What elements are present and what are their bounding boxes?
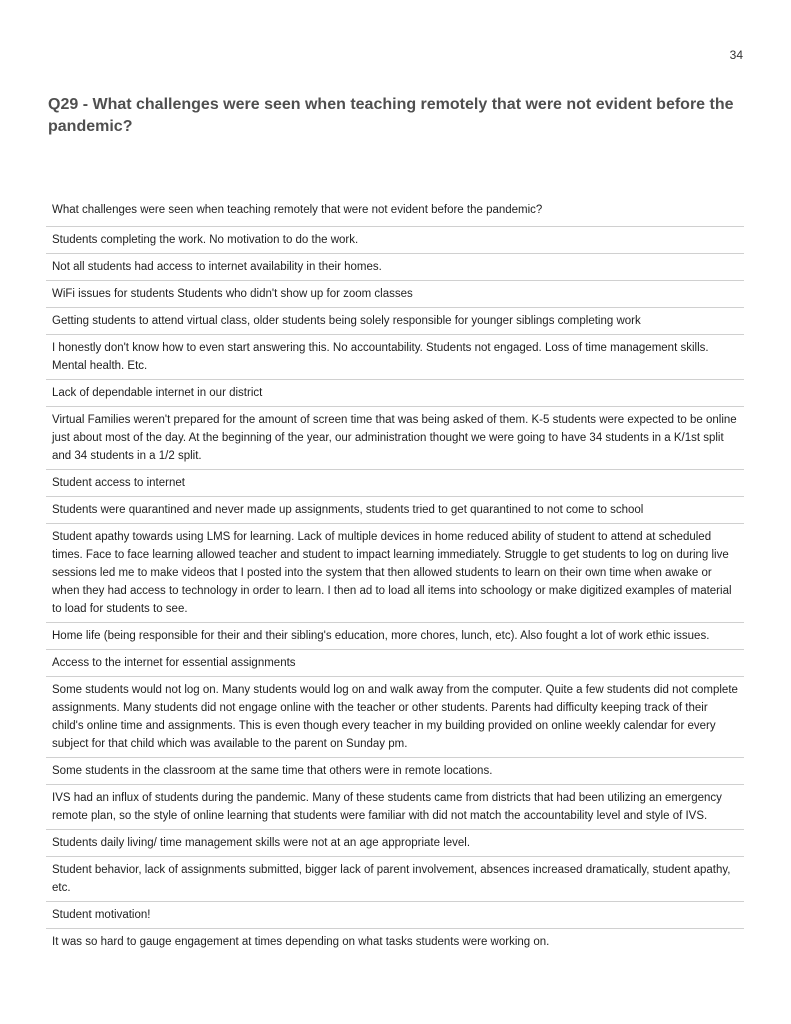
page-title: Q29 - What challenges were seen when teaching remotely that were not evident before the pandemic? [48, 96, 734, 135]
table-row: Students completing the work. No motivation to do the work. [46, 227, 744, 254]
table-row: Student motivation! [46, 902, 744, 929]
table-row: It was so hard to gauge engagement at times depending on what tasks students were working on. [52, 936, 550, 948]
table-row: Lack of dependable internet in our district [46, 380, 744, 407]
table-row: Some students would not log on. Many students would log on and walk away from the computer. Quite a few students did not complete assignments. Many students did not engage online with the teacher or other students. Parents had difficulty keeping track of their child's online time and assignments. This is even though every teacher in my building provided on online weekly calendar for every subject for that child which was available to the parent on Sunday pm. [46, 677, 744, 758]
table-row: Some students in the classroom at the same time that others were in remote locations. [46, 758, 744, 785]
table-row: Not all students had access to internet availability in their homes. [46, 254, 744, 281]
table-row: Students were quarantined and never made up assignments, students tried to get quarantined to not come to school [46, 497, 744, 524]
table-row: I honestly don't know how to even start answering this. No accountability. Students not engaged. Loss of time management skills. Mental health. Etc. [46, 335, 744, 380]
table-row: Virtual Families weren't prepared for the amount of screen time that was being asked of them. K-5 students were expected to be online just about most of the day. At the beginning of the year, our administration thought we were going to have 34 students in a K/1st split and 34 students in a 1/2 split. [46, 407, 744, 470]
table-row: Student apathy towards using LMS for learning. Lack of multiple devices in home reduced ability of student to attend at scheduled times. Face to face learning allowed teacher and student to impact learning immediately. Struggle to get students to log on during live sessions led me to make videos that I posted into the system that then allowed students to learn on their own time when awake or when they had access to technology in order to learn. I then ad to load all items into schoology or make digitized examples of material to load for students to see. [46, 524, 744, 623]
responses-table [46, 198, 744, 955]
table-row: Access to the internet for essential assignments [46, 650, 744, 677]
table-row: Student access to internet [46, 470, 744, 497]
table-row: Student behavior, lack of assignments submitted, bigger lack of parent involvement, absences increased dramatically, student apathy, etc. [46, 857, 744, 902]
table-row: Students daily living/ time management skills were not at an age appropriate level. [46, 830, 744, 857]
table-row: Home life (being responsible for their and their sibling's education, more chores, lunch, etc). Also fought a lot of work ethic issues. [46, 623, 744, 650]
table-row: IVS had an influx of students during the pandemic. Many of these students came from districts that had been utilizing an emergency remote plan, so the style of online learning that students were familiar with did not match the accountability level and style of IVS. [46, 785, 744, 830]
table-row: Getting students to attend virtual class, older students being solely responsible for younger siblings completing work [46, 308, 744, 335]
table-row: WiFi issues for students Students who didn't show up for zoom classes [46, 281, 744, 308]
page-number: 34 [729, 48, 743, 62]
table-header: What challenges were seen when teaching remotely that were not evident before the pandemic? [46, 198, 744, 227]
